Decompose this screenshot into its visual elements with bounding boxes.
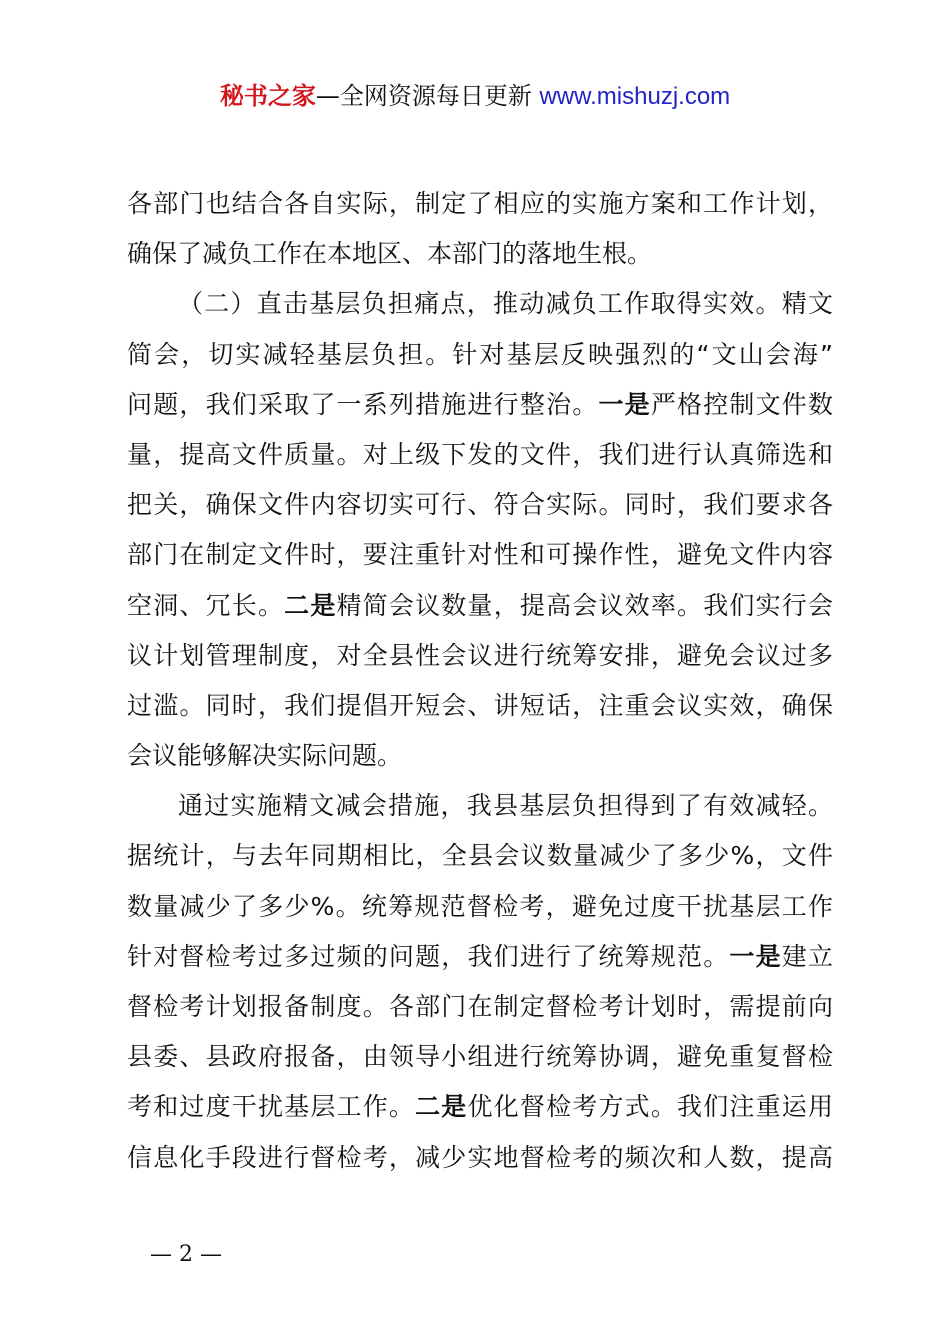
document-body xyxy=(127,179,833,1183)
bold-marker: 二是 xyxy=(415,1092,468,1122)
bold-marker: 一是 xyxy=(729,941,782,971)
site-url[interactable]: www.mishuzj.com xyxy=(539,83,731,110)
text-line xyxy=(127,1032,833,1082)
paragraph-start-line xyxy=(127,781,833,831)
text-run: 确保了减负工作在本地区、本部门的落地生根。 xyxy=(127,239,653,269)
text-run: 把关，确保文件内容切实可行、符合实际。同时，我们要求各 xyxy=(127,490,833,520)
bold-marker: 一是 xyxy=(598,389,651,419)
bold-marker: 二是 xyxy=(284,590,337,620)
text-run: 各部门也结合各自实际，制定了相应的实施方案和工作计划， xyxy=(127,189,833,218)
text-run: （二）直击基层负担痛点，推动减负工作取得实效。精文 xyxy=(178,289,833,319)
text-line xyxy=(127,380,833,430)
text-run: 据统计，与去年同期相比，全县会议数量减少了多少%，文件 xyxy=(127,841,833,871)
text-run: 数量减少了多少%。统筹规范督检考，避免过度干扰基层工作 xyxy=(127,891,833,921)
text-line xyxy=(127,831,833,881)
text-run: 建立 xyxy=(781,941,833,971)
text-line xyxy=(127,681,833,731)
text-run: 针对督检考过多过频的问题，我们进行了统筹规范。 xyxy=(127,941,730,971)
text-line xyxy=(127,530,833,580)
text-run: 空洞、冗长。 xyxy=(127,590,285,620)
text-run: 县委、县政府报备，由领导小组进行统筹协调，避免重复督检 xyxy=(127,1042,833,1072)
text-line xyxy=(127,179,833,229)
text-line xyxy=(127,932,833,982)
text-run: 量，提高文件质量。对上级下发的文件，我们进行认真筛选和 xyxy=(127,439,833,469)
text-line xyxy=(127,330,833,380)
text-line xyxy=(127,982,833,1032)
text-run: 问题，我们采取了一系列措施进行整治。 xyxy=(127,389,599,419)
text-run: 议计划管理制度，对全县性会议进行统筹安排，避免会议过多 xyxy=(127,640,833,670)
text-run: 考和过度干扰基层工作。 xyxy=(127,1092,416,1122)
text-run: 精简会议数量，提高会议效率。我们实行会 xyxy=(336,590,833,620)
text-run: 部门在制定文件时，要注重针对性和可操作性，避免文件内容 xyxy=(127,540,833,570)
text-run: 信息化手段进行督检考，减少实地督检考的频次和人数，提高 xyxy=(127,1142,833,1172)
text-line xyxy=(127,581,833,631)
text-line xyxy=(127,631,833,681)
text-line xyxy=(127,480,833,530)
site-tagline: —全网资源每日更新 xyxy=(315,82,532,110)
text-run: 督检考计划报备制度。各部门在制定督检考计划时，需提前向 xyxy=(127,992,833,1021)
text-run: 会议能够解决实际问题。 xyxy=(127,741,403,771)
page-header xyxy=(0,80,950,113)
text-line xyxy=(127,731,833,781)
text-line xyxy=(127,430,833,480)
section-heading-line xyxy=(127,279,833,329)
text-line xyxy=(127,229,833,279)
site-name: 秘书之家 xyxy=(219,82,316,110)
text-run: 简会，切实减轻基层负担。针对基层反映强烈的“文山会海” xyxy=(127,339,833,369)
text-run: 过滥。同时，我们提倡开短会、讲短话，注重会议实效，确保 xyxy=(127,690,833,720)
text-run: 严格控制文件数 xyxy=(650,389,833,419)
text-line xyxy=(127,1082,833,1132)
page-number: — 2 — xyxy=(150,1242,222,1267)
text-line xyxy=(127,882,833,932)
text-run: 优化督检考方式。我们注重运用 xyxy=(467,1092,833,1122)
text-line xyxy=(127,1133,833,1183)
text-run: 通过实施精文减会措施，我县基层负担得到了有效减轻。 xyxy=(178,791,833,821)
